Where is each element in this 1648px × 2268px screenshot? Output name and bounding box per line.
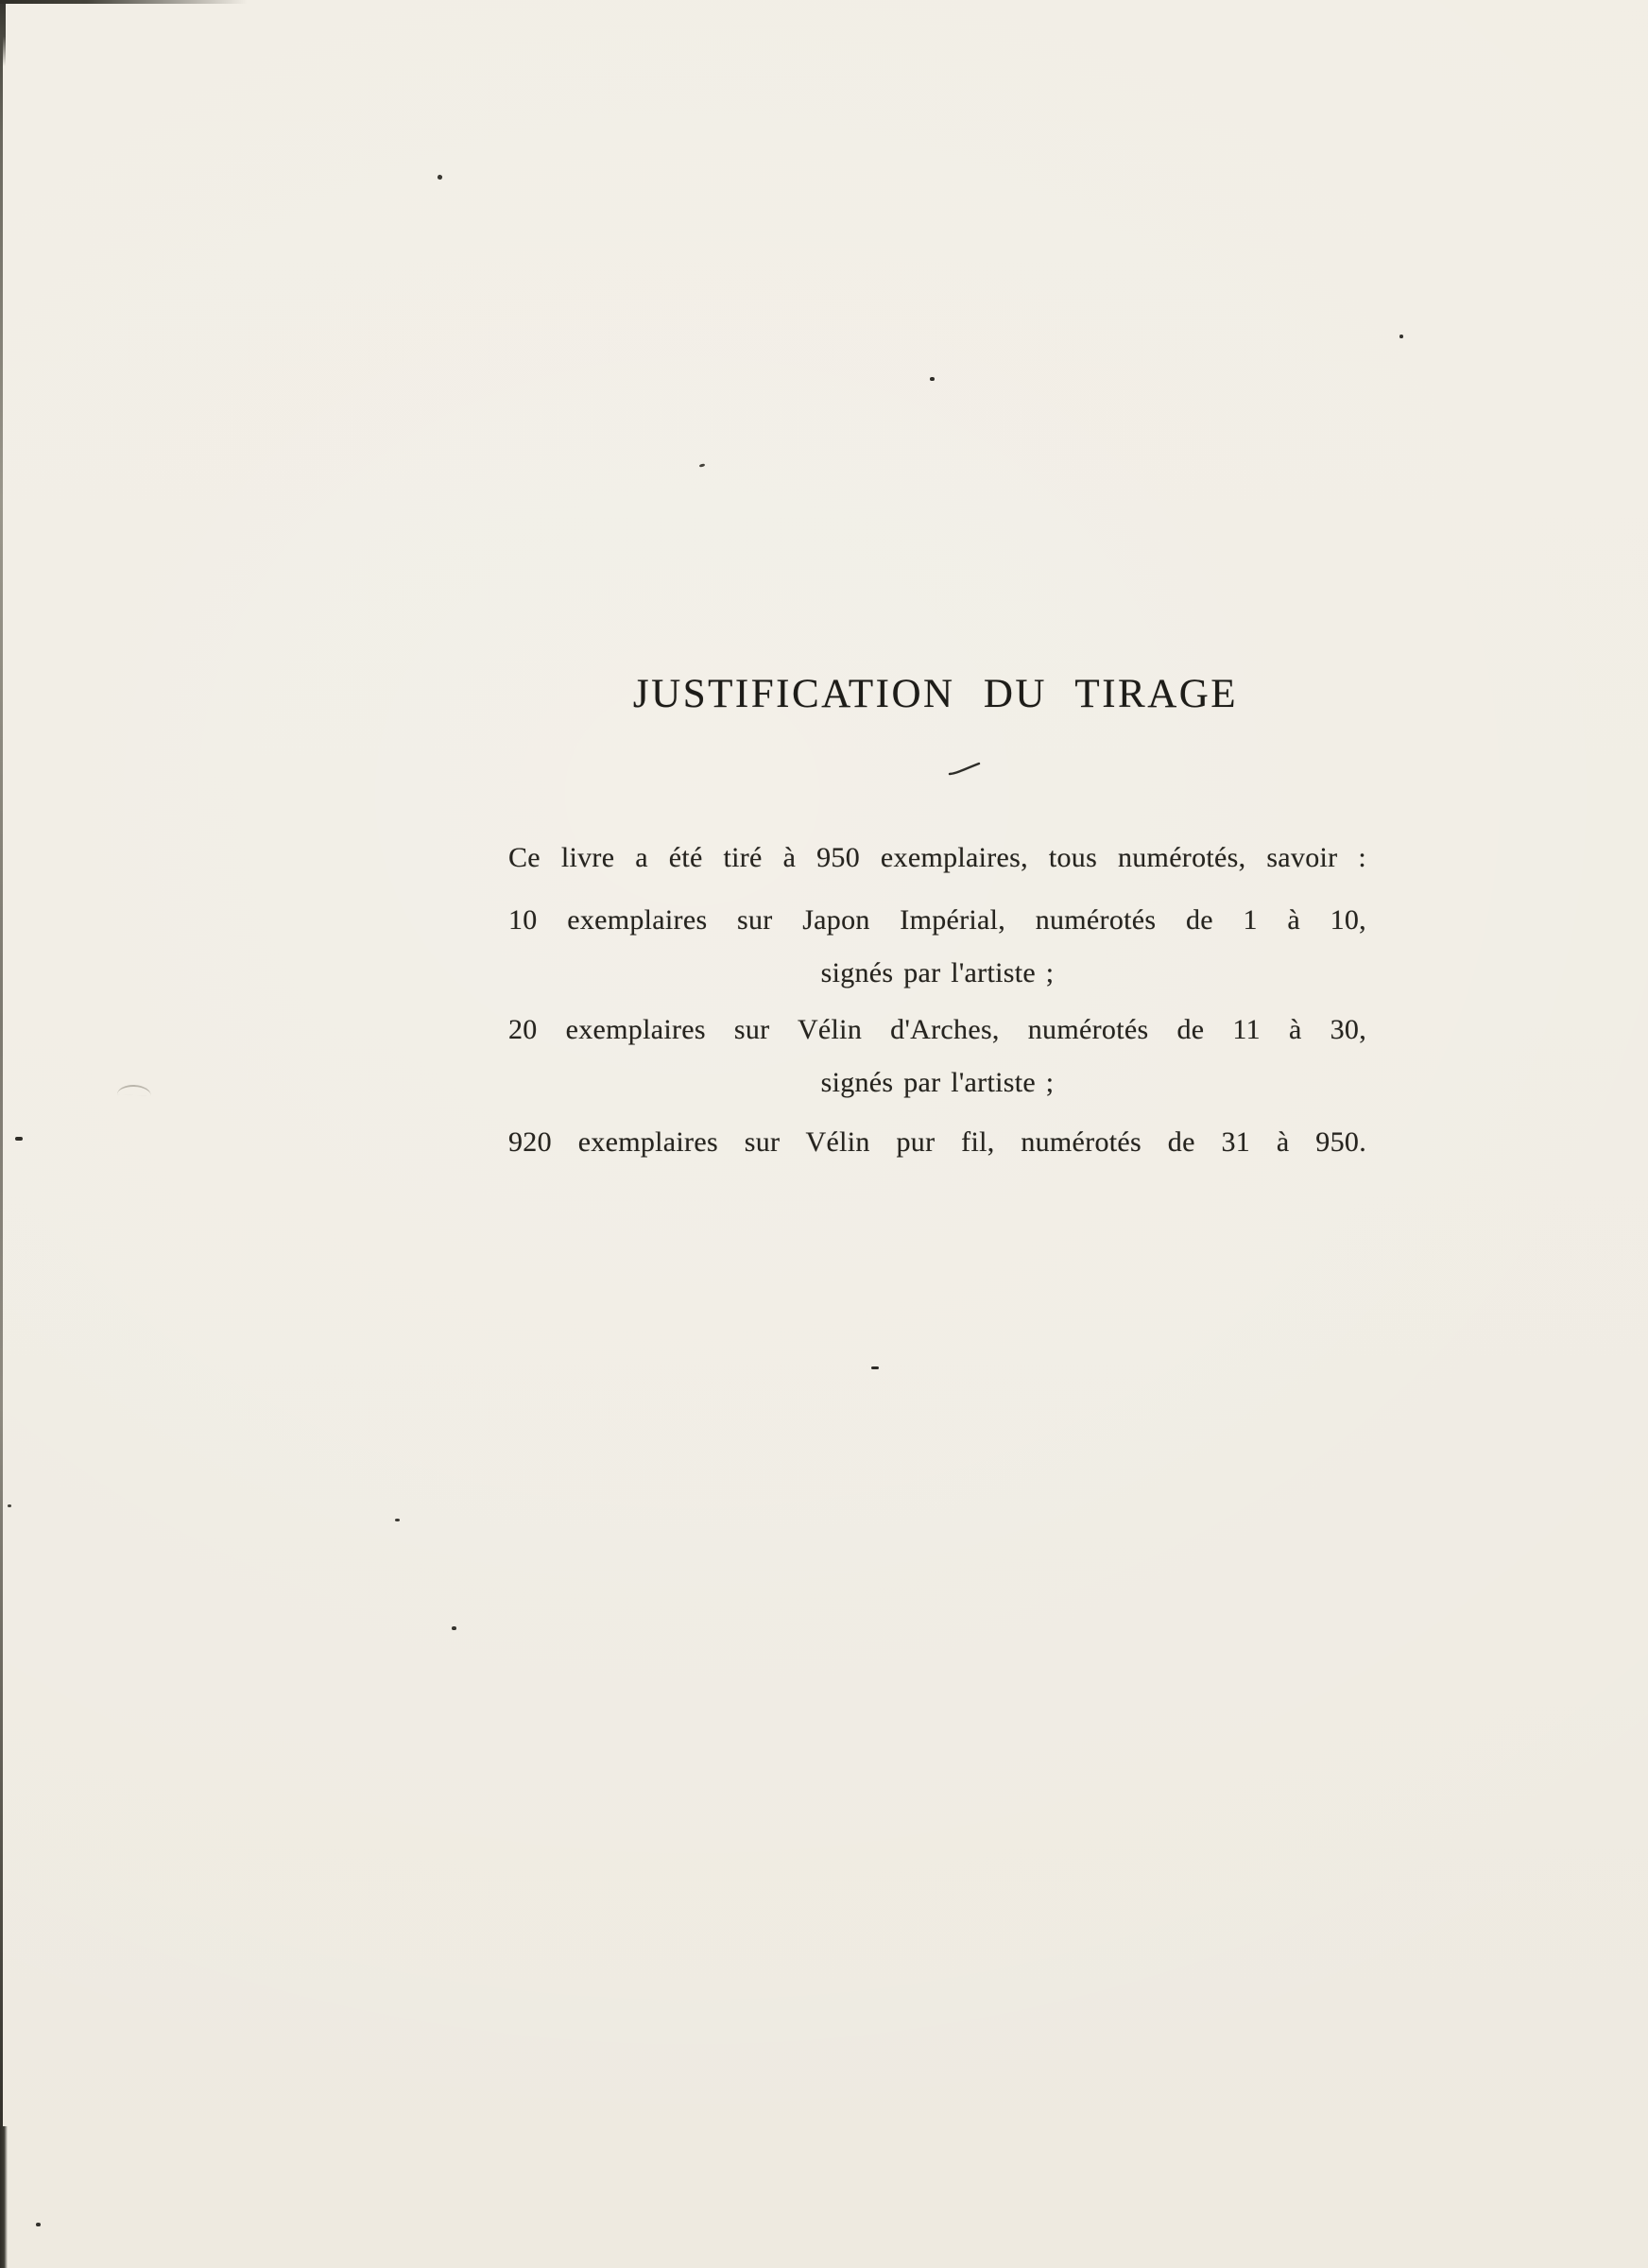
- colophon-line: Ce livre a été tiré à 950 exemplaires, tous numérotés, savoir :: [508, 842, 1366, 873]
- flourish-mark: [948, 761, 982, 782]
- page-title: JUSTIFICATION DU TIRAGE: [632, 672, 1239, 716]
- dust-speck: [36, 2223, 41, 2226]
- dust-speck: [8, 1504, 11, 1507]
- dust-speck: [1399, 335, 1403, 338]
- scan-edge-left: [0, 0, 3, 2268]
- dust-speck: [15, 1137, 23, 1141]
- scan-edge-top: [0, 0, 248, 4]
- colophon-line: 10 exemplaires sur Japon Impérial, numérotés de 1 à 10,: [508, 904, 1366, 936]
- colophon-line: signés par l'artiste ;: [820, 957, 1055, 988]
- colophon-line: 920 exemplaires sur Vélin pur fil, numérotés de 31 à 950.: [508, 1126, 1366, 1158]
- scan-edge-left-bottom: [0, 2126, 8, 2268]
- colophon-line: 20 exemplaires sur Vélin d'Arches, numérotés de 11 à 30,: [508, 1014, 1366, 1045]
- pencil-smudge: [117, 1084, 151, 1095]
- scan-edge-left-top: [0, 0, 6, 66]
- dust-speck: [871, 1366, 879, 1369]
- dust-speck: [437, 174, 442, 180]
- dust-speck: [395, 1519, 400, 1521]
- dust-speck: [699, 463, 706, 467]
- colophon-line: signés par l'artiste ;: [820, 1067, 1055, 1098]
- dust-speck: [452, 1626, 456, 1630]
- dust-speck: [930, 377, 935, 381]
